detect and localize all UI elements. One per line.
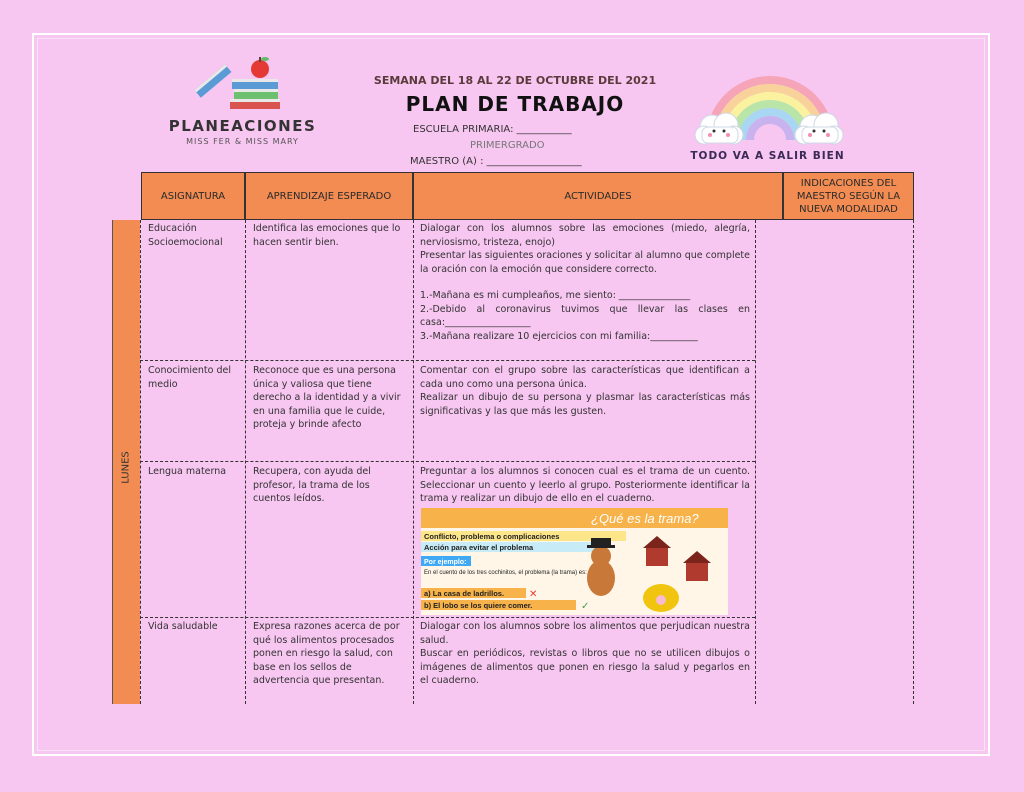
grid-line [245,220,246,704]
activity-line: 3.-Mañana realizare 10 ejercicios con mi familia:__________ [420,330,698,342]
activity-line: 1.-Mañana es mi cumpleaños, me siento: _______________ [420,290,691,301]
grid-line [140,461,755,462]
day-label [112,450,139,490]
logo-title: PLANEACIONES [168,117,317,135]
row-learning: Recupera, con ayuda del profesor, la trama de los cuentos leídos. [253,466,371,504]
activity-line: 2.-Debido al coronavirus tuvimos que llevar las clases en casa:__________________ [420,303,750,328]
activity-line: Dialogar con los alumnos sobre las emociones (miedo, alegría, nerviosismo, tristeza, enojo) [420,223,750,248]
books-apple-icon [190,55,290,115]
grid-line [140,360,755,361]
trama-option-a: a) La casa de ladrillos. [424,589,505,598]
teacher-field: MAESTRO (A) : ___________________ [410,156,582,167]
header-indicaciones: INDICACIONES DEL MAESTRO SEGÚN LA NUEVA MODALIDAD [783,172,914,220]
header-aprendizaje: APRENDIZAJE ESPERADO [245,172,413,220]
row-activities [420,222,750,343]
trama-illustration [421,508,728,615]
header-actividades: ACTIVIDADES [413,172,783,220]
plan-title: PLAN DE TRABAJO [405,92,625,116]
activity-line: Preguntar a los alumnos si conocen cual es el trama de un cuento. Seleccionar un cuento y leerlo al grupo. Posteriormente identificar la trama y realizar un dibujo de ello en el cuaderno. [420,466,750,504]
trama-story: En el cuento de los tres cochinitos, el problema (la trama) es: [424,570,587,576]
grid-line [413,220,414,704]
activity-line: Dialogar con los alumnos sobre los alimentos que perjudican nuestra salud. [420,621,750,646]
school-field: ESCUELA PRIMARIA: ___________ [413,124,572,135]
row-subject: Vida saludable [148,621,218,632]
trama-line1: Conflicto, problema o complicaciones [424,532,560,541]
activity-spacer [420,276,750,289]
grid-line [913,220,914,704]
row-learning: Expresa razones acerca de por qué los alimentos procesados ponen en riesgo la salud, con base en los sellos de advertencia que presentan. [253,621,400,686]
day-label-text: LUNES [120,451,132,484]
row-learning: Identifica las emociones que lo hacen sentir bien. [253,223,401,248]
row-activities [420,465,750,506]
row-subject: Lengua materna [148,466,227,477]
activity-line: Buscar en periódicos, revistas o libros que no se utilicen dibujos o imágenes de alimentos que ponen en riesgo la salud y pegarlos en el cuaderno. [420,648,750,686]
header-asignatura: ASIGNATURA [141,172,245,220]
wolf-icon [587,538,615,596]
trama-example: Por ejemplo: [424,559,467,566]
grid-line [755,220,756,704]
activity-line: Presentar las siguientes oraciones y solicitar al alumno que complete la oración con la emoción que considere correcto. [420,250,750,275]
week-label: SEMANA DEL 18 AL 22 DE OCTUBRE DEL 2021 [373,74,657,87]
cross-icon: ✕ [529,589,538,600]
rainbow-motto: TODO VA A SALIR BIEN [690,150,845,162]
trama-title: ¿Qué es la trama? [591,511,699,526]
row-subject: Conocimiento del medio [148,365,231,390]
grid-line [140,617,755,618]
planeaciones-logo [155,55,330,155]
trama-option-b: b) El lobo se los quiere comer. [424,601,533,610]
logo-subtitle: MISS FER & MISS MARY [186,137,299,146]
row-activities [420,364,750,418]
row-activities [420,620,750,688]
grade-label: PRIMERGRADO [470,140,545,151]
activity-line: Realizar un dibujo de su persona y plasmar las características más significativas y las que más les gusten. [420,392,750,417]
activity-line: Comentar con el grupo sobre las características que identifican a cada uno como una persona única. [420,365,750,390]
row-subject: Educación Socioemocional [148,223,223,248]
grid-line [140,220,141,704]
trama-line2: Acción para evitar el problema [424,543,534,552]
row-learning: Reconoce que es una persona única y valiosa que tiene derecho a la identidad y a vivir en una familia que le cuide, proteja y brinde afecto [253,365,401,430]
check-icon: ✓ [581,601,590,612]
